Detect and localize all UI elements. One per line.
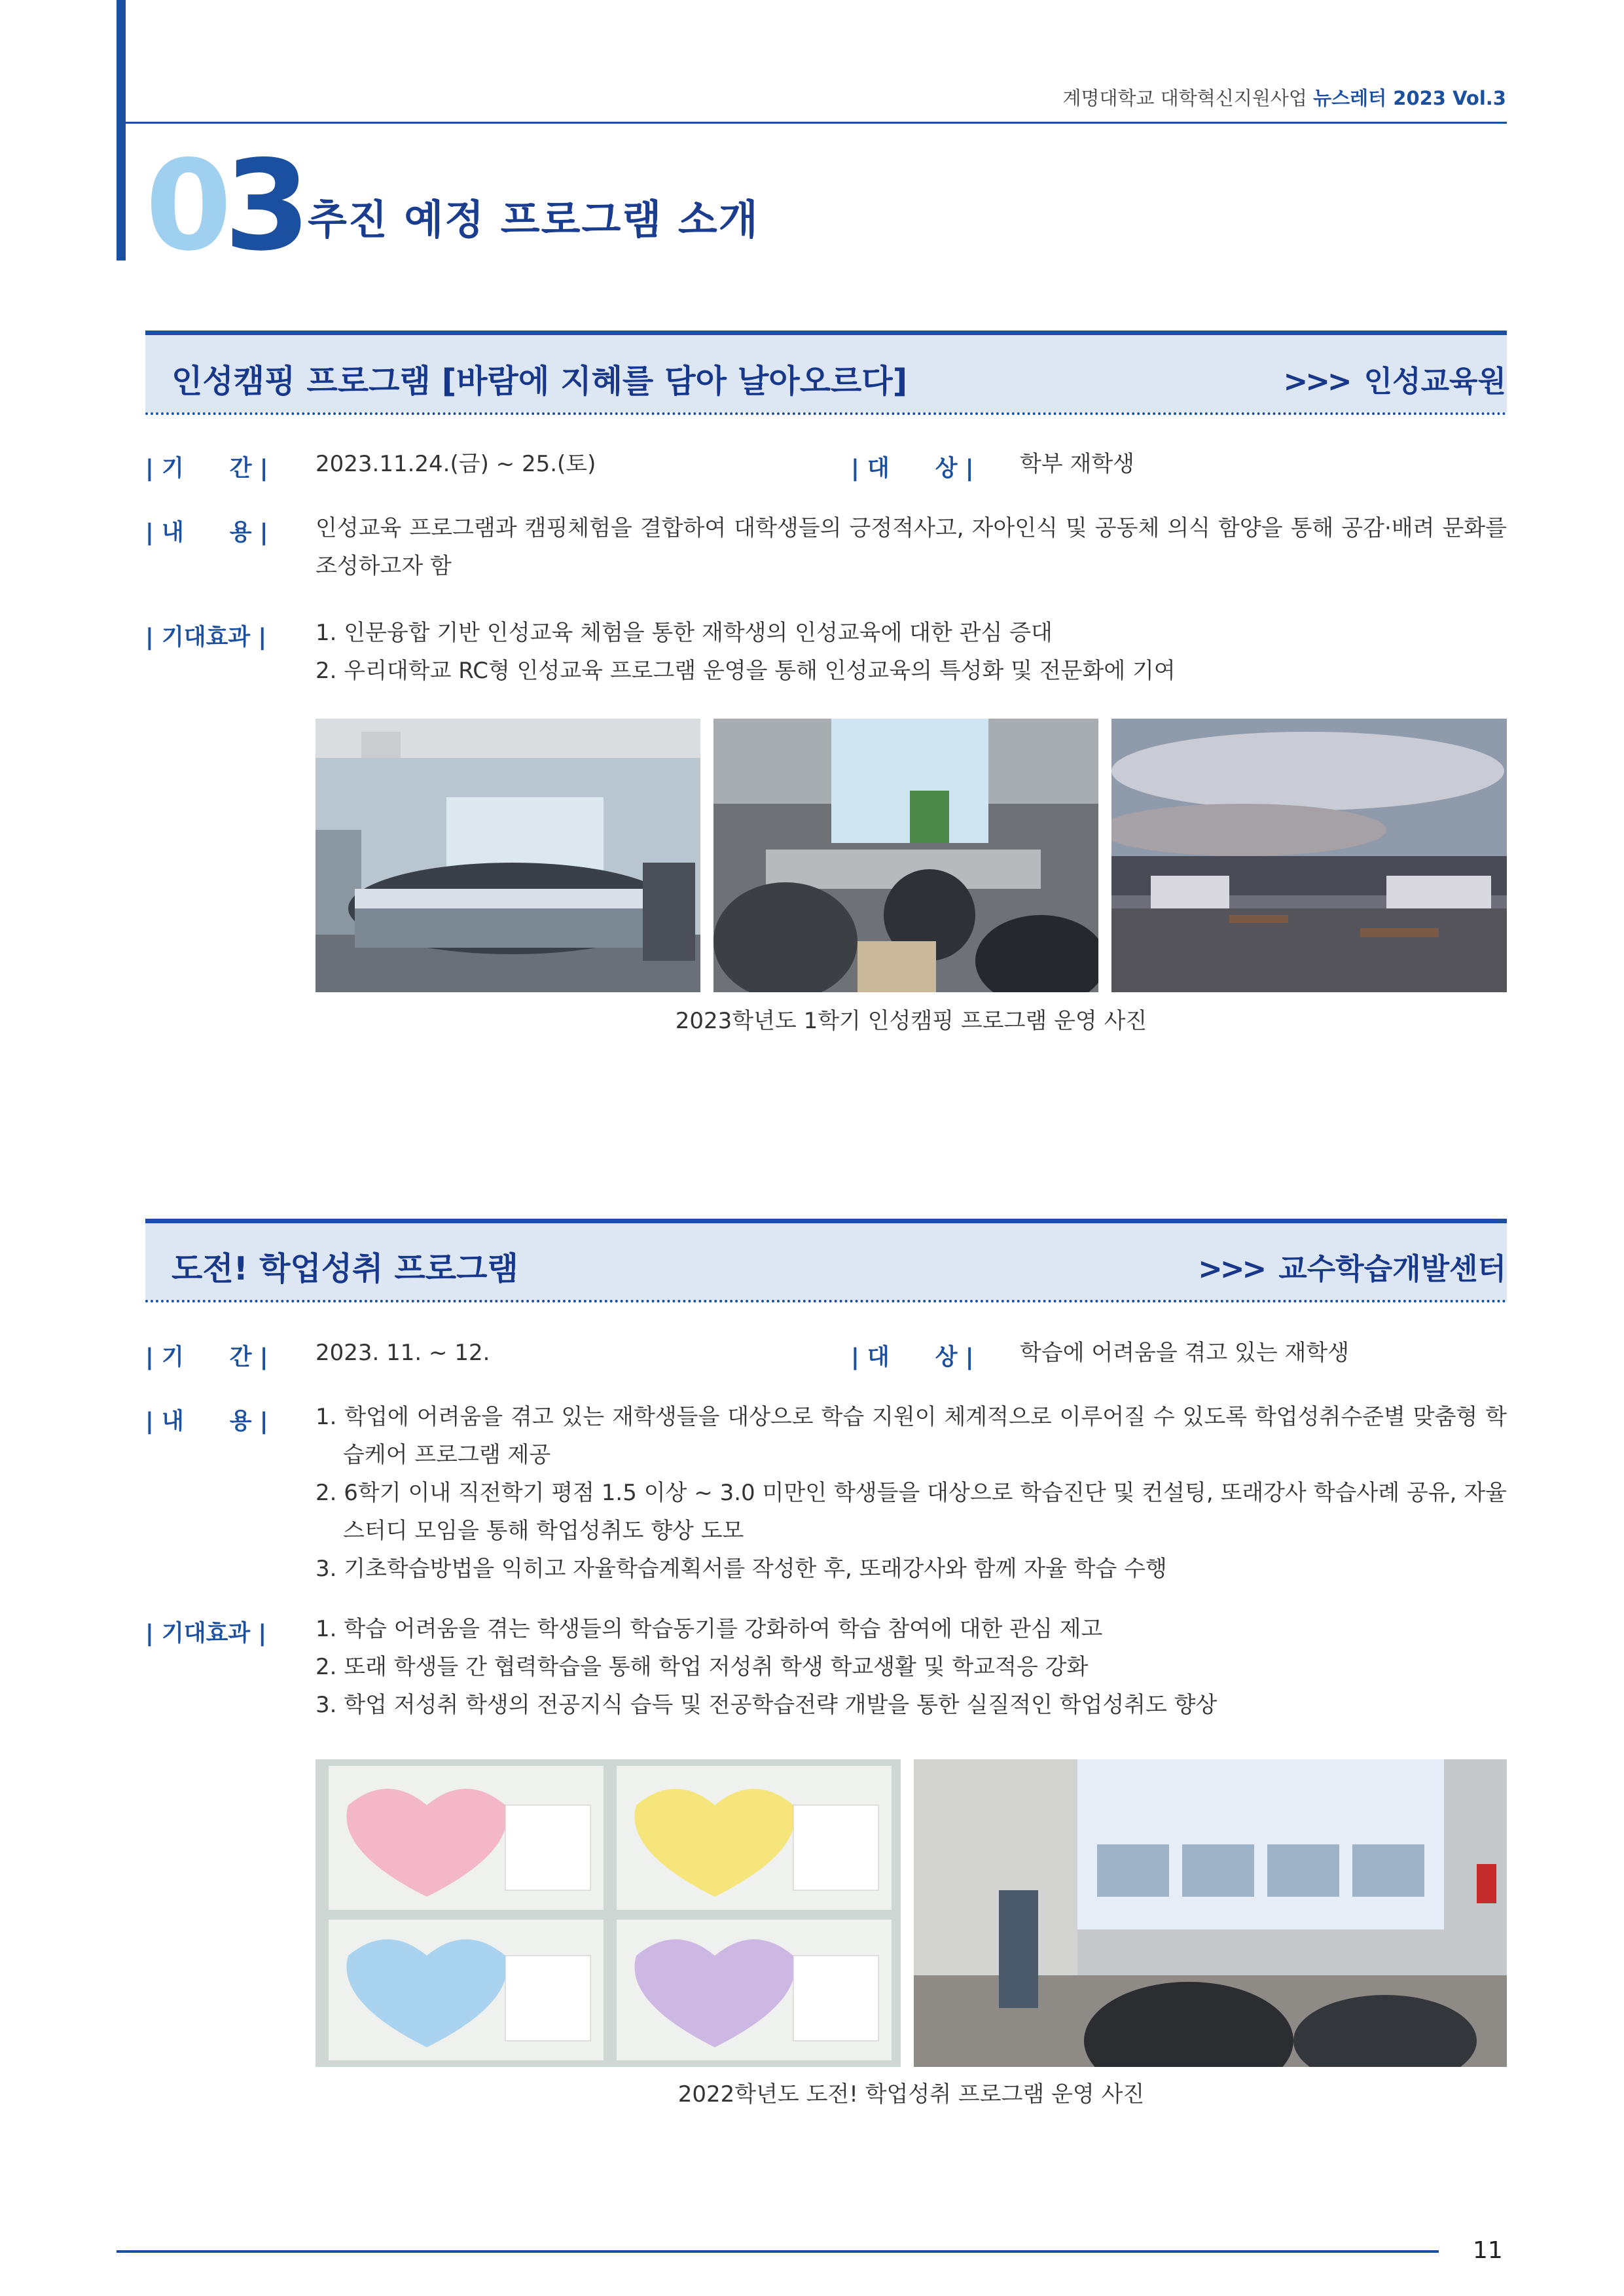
program2-effects-label: | 기대효과 | <box>145 1621 267 1647</box>
newsletter-header <box>1062 84 1506 111</box>
photo-presentation <box>713 719 1098 992</box>
program2-contents <box>316 1398 1507 1588</box>
program1-target: 학부 재학생 <box>1020 451 1135 477</box>
arrow-icon: >>> <box>1283 364 1350 399</box>
page-number: 11 <box>1473 2237 1503 2264</box>
program2-org-name: 교수학습개발센터 <box>1278 1251 1506 1286</box>
program1-dotted-rule <box>145 412 1507 415</box>
header-rule <box>126 122 1507 124</box>
program1-period: 2023.11.24.(금) ~ 25.(토) <box>316 451 596 477</box>
program1-effect-item: 2. 우리대학교 RC형 인성교육 프로그램 운영을 통해 인성교육의 특성화 및 전문화에 기여 <box>316 658 1176 684</box>
header-accent-bar <box>117 0 126 260</box>
newsletter-issue: 뉴스레터 2023 Vol.3 <box>1313 87 1506 109</box>
arrow-icon: >>> <box>1198 1251 1265 1286</box>
program1-effect-item: 1. 인문융합 기반 인성교육 체험을 통한 재학생의 인성교육에 대한 관심 증대 <box>316 620 1053 646</box>
program1-photo-caption: 2023학년도 1학기 인성캠핑 프로그램 운영 사진 <box>675 1008 1147 1034</box>
program2-period: 2023. 11. ~ 12. <box>316 1340 490 1366</box>
section-number <box>145 134 303 278</box>
photo-study-kits <box>316 1759 901 2067</box>
program2-content-item: 2. 6학기 이내 직전학기 평점 1.5 이상 ~ 3.0 미만인 학생들을 대상으로 학습진단 및 컨설팅, 또래강사 학습사례 공유, 자율 스터디 모임을 통해 학업성취도 향상 도모 <box>316 1480 1507 1544</box>
section-number-digit-1: 0 <box>145 134 225 278</box>
program2-period-label: | 기 간 | <box>145 1344 268 1371</box>
photo-lecture <box>914 1759 1507 2067</box>
program1-top-rule <box>145 331 1507 335</box>
program1-title: 인성캠핑 프로그램 [바람에 지혜를 담아 날아오르다] <box>171 363 908 400</box>
section-number-digit-2: 3 <box>224 134 303 278</box>
program2-effect-item: 2. 또래 학생들 간 협력학습을 통해 학업 저성취 학생 학교생활 및 학교적응 강화 <box>316 1654 1089 1680</box>
program2-effect-item: 1. 학습 어려움을 겪는 학생들의 학습동기를 강화하여 학습 참여에 대한 관심 제고 <box>316 1616 1103 1642</box>
program1-effects-label: | 기대효과 | <box>145 624 267 651</box>
photo-camping-site <box>1111 719 1507 992</box>
program2-effect-item: 3. 학업 저성취 학생의 전공지식 습득 및 전공학습전략 개발을 통한 실질적인 학업성취도 향상 <box>316 1692 1218 1718</box>
photo-group-indoor <box>316 719 700 992</box>
program1-content: 인성교육 프로그램과 캠핑체험을 결합하여 대학생들의 긍정적사고, 자아인식 및 공동체 의식 함양을 통해 공감·배려 문화를 조성하고자 함 <box>316 515 1507 579</box>
program2-title: 도전! 학업성취 프로그램 <box>171 1250 518 1287</box>
program1-effects <box>316 614 1507 690</box>
program2-content-item: 1. 학업에 어려움을 겪고 있는 재학생들을 대상으로 학습 지원이 체계적으로 이루어질 수 있도록 학업성취수준별 맞춤형 학습케어 프로그램 제공 <box>316 1404 1507 1468</box>
footer-rule <box>117 2250 1439 2253</box>
program1-content-label: | 내 용 | <box>145 520 268 546</box>
program2-target-label: | 대 상 | <box>851 1344 974 1371</box>
program1-org-name: 인성교육원 <box>1363 364 1506 399</box>
program2-content-item: 3. 기초학습방법을 익히고 자율학습계획서를 작성한 후, 또래강사와 함께 자율 학습 수행 <box>316 1556 1167 1582</box>
program2-content-label: | 내 용 | <box>145 1408 268 1435</box>
program2-top-rule <box>145 1219 1507 1223</box>
program1-period-label: | 기 간 | <box>145 456 268 482</box>
publisher-name: 계명대학교 대학혁신지원사업 <box>1062 87 1307 109</box>
program1-target-label: | 대 상 | <box>851 456 974 482</box>
program2-photo-caption: 2022학년도 도전! 학업성취 프로그램 운영 사진 <box>677 2081 1145 2108</box>
program2-target: 학습에 어려움을 겪고 있는 재학생 <box>1020 1340 1350 1366</box>
program2-dotted-rule <box>145 1300 1507 1302</box>
program1-org <box>1284 357 1506 400</box>
program2-effects <box>316 1610 1507 1724</box>
section-title: 추진 예정 프로그램 소개 <box>308 196 759 243</box>
program2-org <box>1198 1245 1506 1287</box>
